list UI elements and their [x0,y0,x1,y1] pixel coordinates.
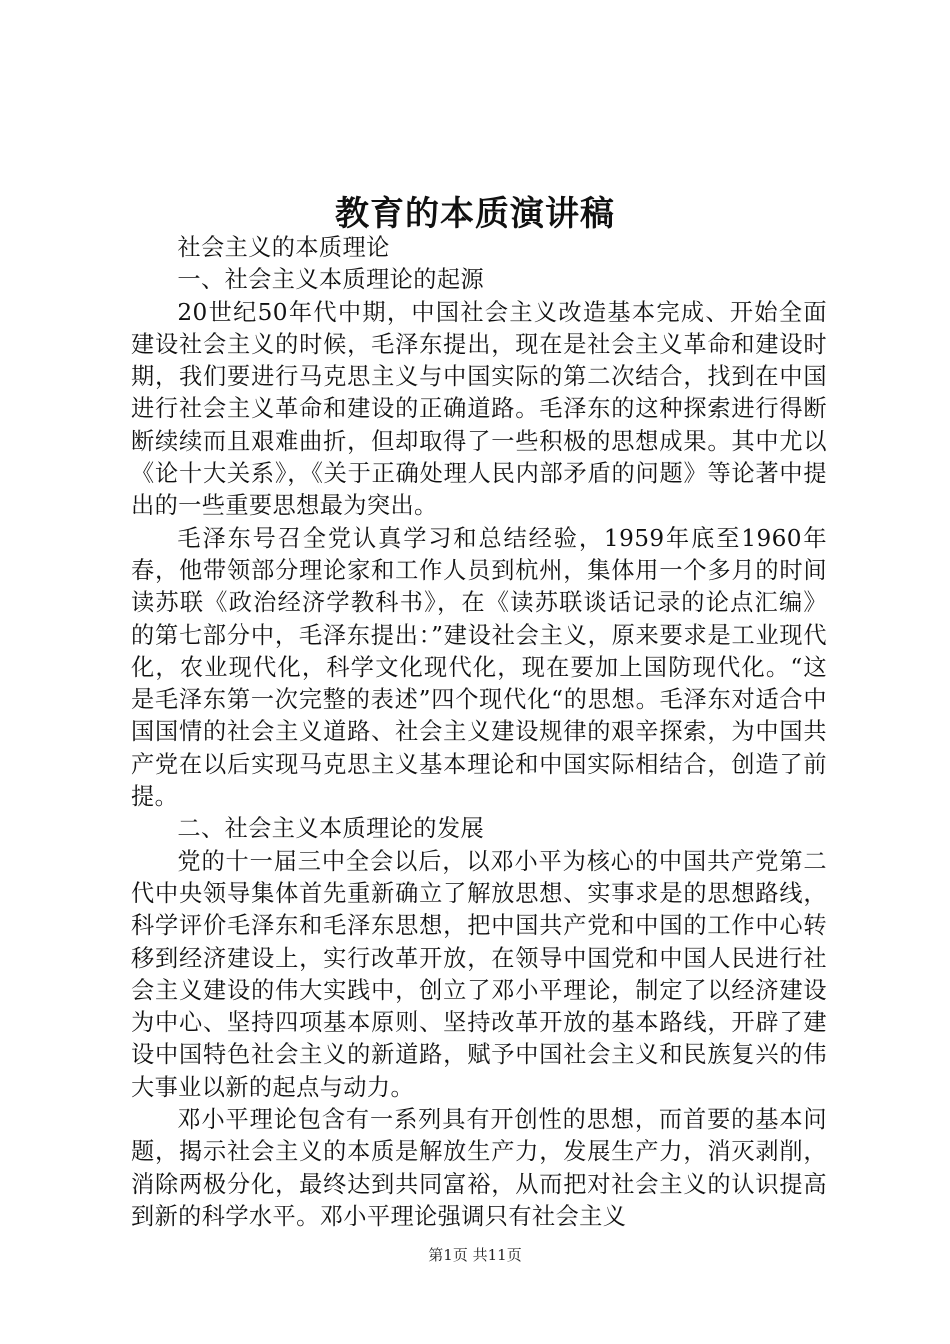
paragraph: 党的十一届三中全会以后，以邓小平为核心的中国共产党第二代中央领导集体首先重新确立了解放思想、实事求是的思想路线，科学评价毛泽东和毛泽东思想，把中国共产党和中国的工作中心转移到经济建设上，实行改革开放，在领导中国党和中国人民进行社会主义建设的伟大实践中，创立了邓小平理论，制定了以经济建设为中心、坚持四项基本原则、坚持改革开放的基本路线，开辟了建设中国特色社会主义的新道路，赋予中国社会主义和民族复兴的伟大事业以新的起点与动力。 [131,847,827,1101]
paragraph-heading-main: 社会主义的本质理论 [177,234,390,261]
page-footer: 第1页 共11页 [428,1246,522,1264]
paragraph: 20世纪50年代中期，中国社会主义改造基本完成、开始全面建设社会主义的时候，毛泽东提出，现在是社会主义革命和建设时期，我们要进行马克思主义与中国实际的第二次结合，找到在中国进行社会主义革命和建设的正确道路。毛泽东的这种探索进行得断断续续而且艰难曲折，但却取得了一些积极的思想成果。其中尤以《论十大关系》，《关于正确处理人民内部矛盾的问题》等论著中提出的一些重要思想最为突出。 [131,298,827,520]
paragraph: 邓小平理论包含有一系列具有开创性的思想，而首要的基本问题，揭示社会主义的本质是解放生产力，发展生产力，消灭剥削，消除两极分化，最终达到共同富裕，从而把对社会主义的认识提高到新的科学水平。邓小平理论强调只有社会主义 [131,1106,827,1230]
document-title: 教育的本质演讲稿 [335,194,615,234]
paragraph: 毛泽东号召全党认真学习和总结经验，1959年底至1960年春，他带领部分理论家和工作人员到杭州，集体用一个多月的时间读苏联《政治经济学教科书》，在《读苏联谈话记录的论点汇编》的第七部分中，毛泽东提出：”建设社会主义，原来要求是工业现代化，农业现代化，科学文化现代化，现在要加上国防现代化。“这是毛泽东第一次完整的表述”四个现代化“的思想。毛泽东对适合中国国情的社会主义道路、社会主义建设规律的艰辛探索，为中国共产党在以后实现马克思主义基本理论和中国实际相结合，创造了前提。 [131,524,827,811]
paragraph-section-two-heading: 二、社会主义本质理论的发展 [177,815,485,843]
document-body [131,232,827,1233]
paragraph-section-one-heading: 一、社会主义本质理论的起源 [177,266,485,294]
